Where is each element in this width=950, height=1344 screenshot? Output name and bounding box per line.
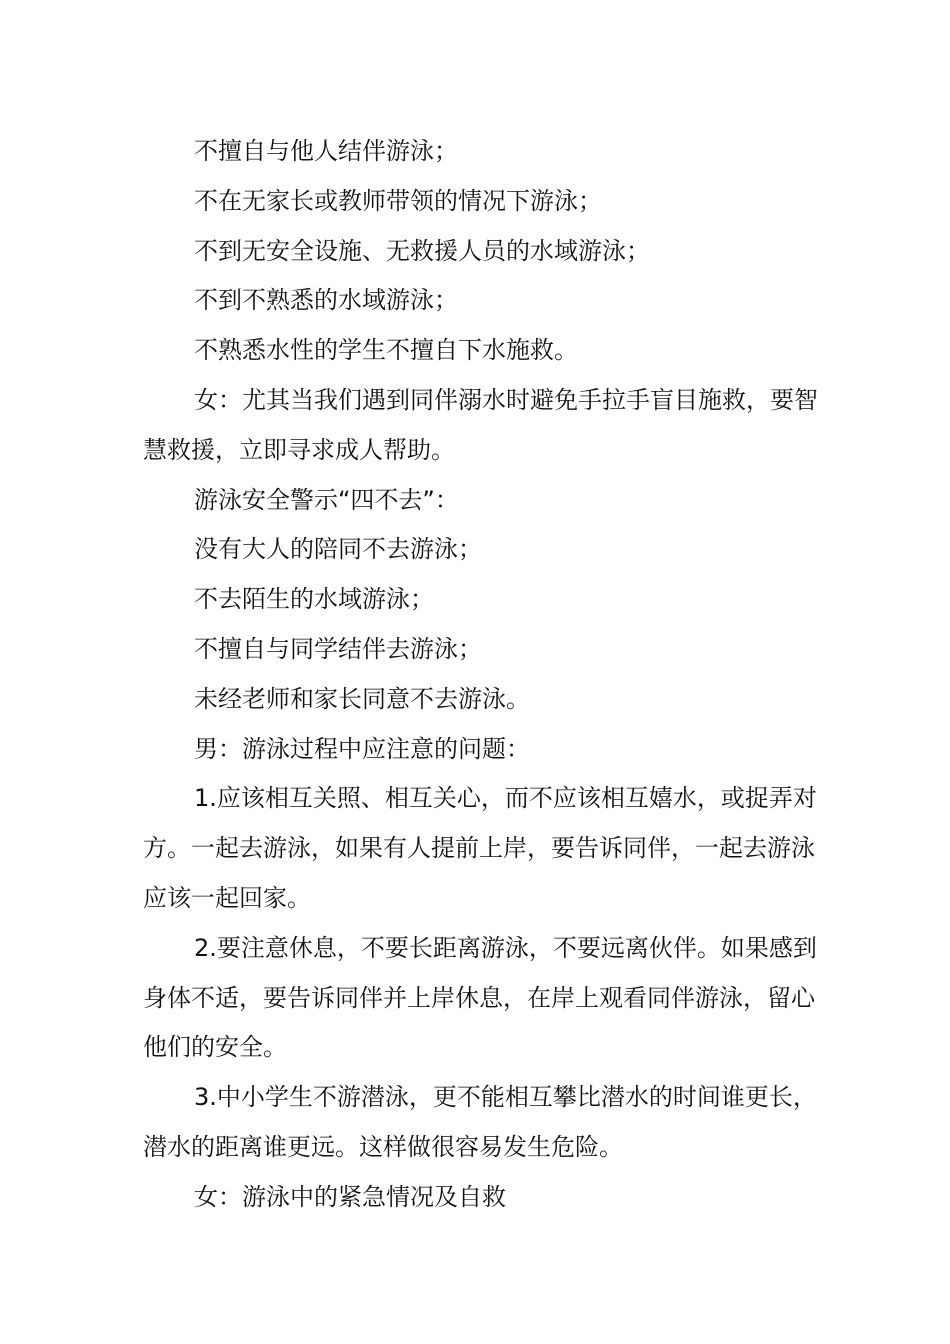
paragraph-female-emergency-heading: 女：游泳中的紧急情况及自救 bbox=[194, 1182, 506, 1211]
paragraph-precaution-3: 3.中小学生不游潜泳，更不能相互攀比潜水的时间谁更长，潜水的距离谁更远。这样做很容易发生危险。 bbox=[143, 1083, 817, 1161]
paragraph-rule-no-rescue: 不熟悉水性的学生不擅自下水施救。 bbox=[194, 336, 578, 365]
paragraph-four-dont-go-1: 没有大人的陪同不去游泳； bbox=[194, 535, 482, 564]
paragraph-four-dont-go-2: 不去陌生的水域游泳； bbox=[194, 585, 434, 614]
paragraph-precaution-2: 2.要注意休息，不要长距离游泳，不要远离伙伴。如果感到身体不适，要告诉同伴并上岸休息，在岸上观看同伴游泳，留心他们的安全。 bbox=[143, 933, 817, 1062]
paragraph-female-rescue-advice: 女：尤其当我们遇到同伴溺水时避免手拉手盲目施救，要智慧救援，立即寻求成人帮助。 bbox=[143, 385, 818, 464]
paragraph-four-dont-go-heading: 游泳安全警示“四不去”： bbox=[194, 485, 459, 514]
document-body bbox=[143, 127, 833, 1223]
paragraph-four-dont-go-4: 未经老师和家长同意不去游泳。 bbox=[194, 684, 530, 713]
paragraph-four-dont-go-3: 不擅自与同学结伴去游泳； bbox=[194, 634, 482, 663]
paragraph-male-precautions-heading: 男：游泳过程中应注意的问题： bbox=[194, 734, 530, 763]
paragraph-rule-no-guardian: 不在无家长或教师带领的情况下游泳； bbox=[194, 186, 602, 215]
paragraph-rule-no-unfamiliar-water: 不到不熟悉的水域游泳； bbox=[194, 286, 458, 315]
paragraph-precaution-1: 1.应该相互关照、相互关心，而不应该相互嬉水，或捉弄对方。一起去游泳，如果有人提前上岸，要告诉同伴，一起去游泳应该一起回家。 bbox=[143, 784, 817, 912]
paragraph-rule-no-partner: 不擅自与他人结伴游泳； bbox=[194, 137, 458, 165]
paragraph-rule-no-unsafe-water: 不到无安全设施、无救援人员的水域游泳； bbox=[194, 236, 650, 265]
